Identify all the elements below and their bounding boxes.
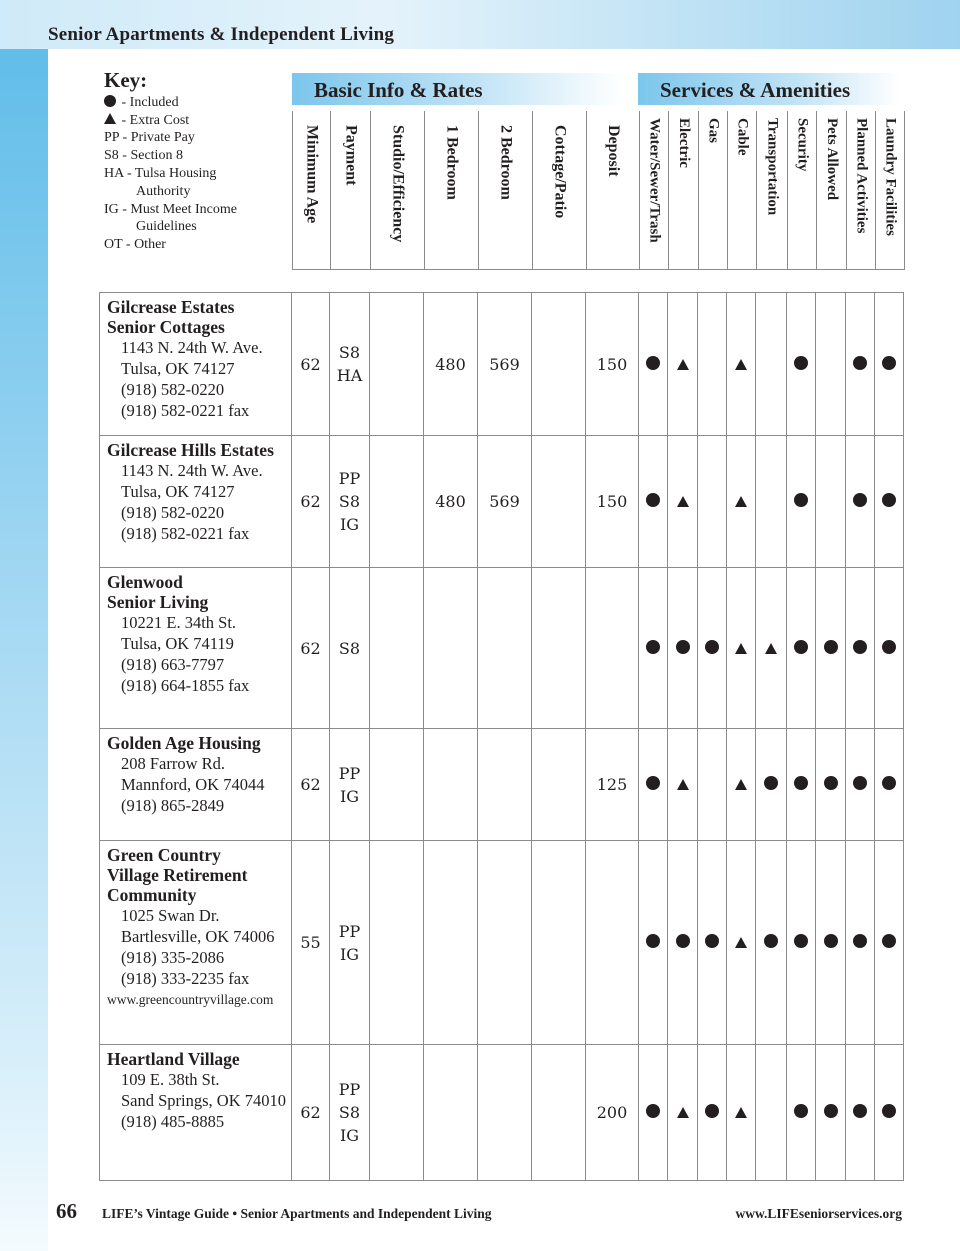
included-dot-icon: [794, 1104, 808, 1118]
column-header: [587, 111, 640, 270]
one-bedroom-cell: [424, 841, 478, 1045]
studio-cell: [370, 568, 424, 729]
service-cell: [875, 729, 904, 841]
payment-code: S8: [338, 1103, 361, 1122]
facility-address-line: Mannford, OK 74044: [121, 775, 265, 794]
facility-address-line: 1143 N. 24th W. Ave.: [121, 338, 263, 357]
service-cell: [639, 841, 668, 1045]
two-bedroom-cell: [478, 841, 532, 1045]
service-cell: [639, 436, 668, 568]
studio-cell: [370, 729, 424, 841]
extra-cost-triangle-icon: [735, 359, 747, 370]
key-item-text: IG - Must Meet Income: [104, 201, 237, 217]
facility-name: Green Country: [107, 845, 221, 865]
facility-name: Heartland Village: [107, 1049, 240, 1069]
facility-address-line: (918) 664-1855 fax: [121, 676, 250, 695]
legend-key: [104, 68, 237, 254]
service-cell: [875, 568, 904, 729]
one-bedroom-cell: 480: [424, 293, 478, 436]
key-item: [104, 201, 237, 219]
facility-address-line: (918) 582-0221 fax: [121, 401, 250, 420]
page-number: 66: [56, 1199, 77, 1223]
service-cell: [875, 293, 904, 436]
payment-code: IG: [339, 1126, 360, 1145]
column-header-label: 1 Bedroom: [443, 125, 461, 200]
payment-cell: [330, 568, 370, 729]
included-dot-icon: [824, 776, 838, 790]
service-cell: [668, 293, 698, 436]
service-cell: [668, 436, 698, 568]
key-items: [104, 94, 237, 254]
studio-cell: [370, 1045, 424, 1181]
column-header-label: Cable: [734, 118, 751, 156]
facility-address-line: (918) 663-7797: [121, 655, 225, 674]
service-cell: [816, 436, 846, 568]
column-header-label: Laundry Facilities: [882, 118, 899, 236]
facility-name: Golden Age Housing: [107, 733, 261, 753]
column-header: [847, 111, 876, 270]
page-header: Senior Apartments & Independent Living: [48, 24, 395, 45]
service-cell: [698, 568, 727, 729]
facility-name: Village Retirement: [107, 865, 248, 885]
column-header: [757, 111, 788, 270]
key-item-text: Authority: [136, 183, 191, 199]
payment-cell: [330, 729, 370, 841]
footer-url[interactable]: www.LIFEseniorservices.org: [735, 1206, 902, 1221]
included-dot-icon: [764, 776, 778, 790]
service-cell: [639, 1045, 668, 1181]
service-cell: [756, 1045, 787, 1181]
service-cell: [816, 568, 846, 729]
extra-cost-triangle-icon: [735, 1107, 747, 1118]
facility-address-line: 208 Farrow Rd.: [121, 754, 226, 773]
column-header: [293, 111, 331, 270]
facility-address-line: Tulsa, OK 74119: [121, 634, 234, 653]
included-dot-icon: [764, 934, 778, 948]
facility-address-line: (918) 582-0221 fax: [121, 524, 250, 543]
service-cell: [727, 1045, 756, 1181]
facility-address-line: 109 E. 38th St.: [121, 1070, 220, 1089]
payment-code: S8: [338, 343, 361, 362]
key-item: [104, 183, 237, 201]
column-header-label: Deposit: [605, 125, 622, 177]
included-dot-icon: [824, 934, 838, 948]
listing-table: [99, 292, 904, 1181]
included-dot-icon: [853, 493, 867, 507]
deposit-cell: 125: [586, 729, 639, 841]
column-header: [371, 111, 425, 270]
table-row: [100, 1045, 904, 1181]
extra-cost-triangle-icon: [677, 359, 689, 370]
extra-cost-triangle-icon: [735, 496, 747, 507]
service-cell: [875, 1045, 904, 1181]
service-cell: [787, 568, 816, 729]
key-item-text: PP - Private Pay: [104, 130, 195, 146]
key-item-text: Guidelines: [136, 219, 197, 235]
facility-name: Gilcrease Estates: [107, 297, 235, 317]
column-header-label: 2 Bedroom: [497, 125, 515, 200]
service-cell: [756, 729, 787, 841]
minimum-age-cell: 62: [292, 293, 330, 436]
key-item: [104, 129, 237, 147]
included-dot-icon: [646, 493, 660, 507]
included-dot-icon: [824, 1104, 838, 1118]
facility-address-line: 1025 Swan Dr.: [121, 906, 220, 925]
included-dot-icon: [882, 493, 896, 507]
service-cell: [698, 729, 727, 841]
included-dot-icon: [646, 776, 660, 790]
two-bedroom-cell: [478, 1045, 532, 1181]
column-header-label: Electric: [676, 118, 692, 168]
column-header-label: Transportation: [764, 118, 781, 216]
service-cell: [787, 729, 816, 841]
extra-cost-triangle-icon: [677, 779, 689, 790]
service-cell: [846, 729, 875, 841]
service-cell: [846, 568, 875, 729]
key-item: [104, 94, 237, 112]
key-item-text: HA - Tulsa Housing: [104, 165, 217, 181]
column-header-label: Security: [794, 118, 811, 172]
facility-name: Community: [107, 885, 197, 905]
table-row: [100, 436, 904, 568]
payment-code: PP: [338, 763, 361, 783]
service-cell: [756, 841, 787, 1045]
facility-info: [100, 729, 292, 841]
payment-code: S8: [338, 638, 361, 658]
included-dot-icon: [794, 934, 808, 948]
facility-address-line: Tulsa, OK 74127: [121, 482, 235, 501]
payment-code: PP: [338, 469, 361, 488]
service-cell: [787, 436, 816, 568]
studio-cell: [370, 436, 424, 568]
deposit-cell: [586, 568, 639, 729]
minimum-age-cell: 62: [292, 568, 330, 729]
service-cell: [727, 568, 756, 729]
one-bedroom-cell: [424, 729, 478, 841]
facility-name: Senior Living: [107, 592, 209, 612]
table-row: [100, 729, 904, 841]
service-cell: [816, 841, 846, 1045]
extra-cost-triangle-icon: [735, 643, 747, 654]
included-dot-icon: [646, 934, 660, 948]
service-cell: [698, 293, 727, 436]
included-dot-icon: [882, 356, 896, 370]
payment-code: S8: [338, 492, 361, 511]
key-item: [104, 165, 237, 183]
included-dot-icon: [104, 95, 116, 107]
column-header-label: Cottage/Patio: [551, 125, 569, 219]
column-header: [876, 111, 905, 270]
column-header-label: Planned Activities: [853, 118, 870, 234]
service-cell: [727, 841, 756, 1045]
service-cell: [727, 436, 756, 568]
included-dot-icon: [853, 934, 867, 948]
key-item: [104, 218, 237, 236]
key-item-text: - Extra Cost: [118, 112, 190, 128]
payment-code: IG: [339, 944, 360, 964]
extra-cost-triangle-icon: [765, 643, 777, 654]
service-cell: [668, 729, 698, 841]
included-dot-icon: [676, 640, 690, 654]
included-dot-icon: [853, 640, 867, 654]
service-cell: [698, 841, 727, 1045]
minimum-age-cell: 55: [292, 841, 330, 1045]
facility-info: [100, 841, 292, 1045]
key-item-text: OT - Other: [104, 237, 166, 253]
section-services: Services & Amenities: [638, 73, 900, 105]
extra-cost-triangle-icon: [677, 496, 689, 507]
service-cell: [727, 729, 756, 841]
key-title: Key:: [104, 68, 148, 92]
payment-cell: [330, 841, 370, 1045]
column-header: [788, 111, 817, 270]
deposit-cell: 200: [586, 1045, 639, 1181]
column-header: [669, 111, 699, 270]
one-bedroom-cell: 480: [424, 436, 478, 568]
included-dot-icon: [794, 356, 808, 370]
table-row: [100, 293, 904, 436]
column-header-label: Pets Allowed: [824, 118, 840, 201]
left-gradient-bar: [0, 0, 48, 1251]
service-cell: [787, 1045, 816, 1181]
column-header: [479, 111, 533, 270]
service-cell: [875, 841, 904, 1045]
cottage-cell: [532, 729, 586, 841]
facility-info: [100, 436, 292, 568]
service-cell: [875, 436, 904, 568]
payment-code: HA: [336, 366, 363, 385]
extra-cost-triangle-icon: [735, 779, 747, 790]
facility-address-line: (918) 333-2235 fax: [121, 969, 250, 988]
one-bedroom-cell: [424, 568, 478, 729]
column-header: [425, 111, 479, 270]
facility-address-line: 10221 E. 34th St.: [121, 613, 237, 632]
included-dot-icon: [705, 1104, 719, 1118]
payment-code: PP: [338, 921, 361, 941]
cottage-cell: [532, 1045, 586, 1181]
service-cell: [816, 729, 846, 841]
service-cell: [816, 1045, 846, 1181]
included-dot-icon: [794, 776, 808, 790]
extra-cost-triangle-icon: [677, 1107, 689, 1118]
facility-info: [100, 568, 292, 729]
included-dot-icon: [646, 640, 660, 654]
service-cell: [756, 436, 787, 568]
facility-address-line: (918) 865-2849: [121, 796, 225, 815]
column-headers: [292, 111, 905, 270]
service-cell: [756, 568, 787, 729]
minimum-age-cell: 62: [292, 729, 330, 841]
payment-code: PP: [338, 1080, 361, 1099]
included-dot-icon: [794, 640, 808, 654]
extra-cost-triangle-icon: [104, 113, 116, 124]
two-bedroom-cell: 569: [478, 436, 532, 568]
included-dot-icon: [882, 1104, 896, 1118]
payment-cell: [330, 436, 370, 568]
studio-cell: [370, 293, 424, 436]
deposit-cell: 150: [586, 436, 639, 568]
minimum-age-cell: 62: [292, 1045, 330, 1181]
table-row: [100, 841, 904, 1045]
column-header-label: Water/Sewer/Trash: [646, 118, 663, 243]
facility-address-line: Sand Springs, OK 74010: [121, 1091, 287, 1110]
facility-address-line: (918) 582-0220: [121, 503, 225, 522]
facility-info: [100, 293, 292, 436]
service-cell: [727, 293, 756, 436]
column-header: [728, 111, 757, 270]
service-cell: [816, 293, 846, 436]
key-item-text: - Included: [118, 94, 179, 110]
included-dot-icon: [853, 1104, 867, 1118]
column-header: [533, 111, 587, 270]
column-header-label: Payment: [342, 125, 360, 186]
service-cell: [668, 568, 698, 729]
facility-info: [100, 1045, 292, 1181]
payment-code: IG: [339, 515, 360, 534]
payment-cell: [330, 1045, 370, 1181]
two-bedroom-cell: 569: [478, 293, 532, 436]
deposit-cell: [586, 841, 639, 1045]
service-cell: [846, 293, 875, 436]
service-cell: [787, 841, 816, 1045]
included-dot-icon: [646, 356, 660, 370]
included-dot-icon: [646, 1104, 660, 1118]
service-cell: [698, 1045, 727, 1181]
studio-cell: [370, 841, 424, 1045]
table-row: [100, 568, 904, 729]
cottage-cell: [532, 841, 586, 1045]
service-cell: [756, 293, 787, 436]
two-bedroom-cell: [478, 729, 532, 841]
one-bedroom-cell: [424, 1045, 478, 1181]
two-bedroom-cell: [478, 568, 532, 729]
facility-website[interactable]: www.greencountryvillage.com: [107, 992, 274, 1007]
included-dot-icon: [705, 640, 719, 654]
extra-cost-triangle-icon: [735, 937, 747, 948]
service-cell: [846, 1045, 875, 1181]
footer-title: LIFE’s Vintage Guide • Senior Apartments and Independent Living: [102, 1206, 492, 1221]
facility-address-line: Tulsa, OK 74127: [121, 359, 235, 378]
service-cell: [639, 293, 668, 436]
minimum-age-cell: 62: [292, 436, 330, 568]
included-dot-icon: [705, 934, 719, 948]
facility-address-line: (918) 485-8885: [121, 1112, 225, 1131]
service-cell: [668, 1045, 698, 1181]
key-item: [104, 236, 237, 254]
cottage-cell: [532, 568, 586, 729]
payment-cell: [330, 293, 370, 436]
service-cell: [846, 841, 875, 1045]
column-header-label: Gas: [705, 118, 722, 144]
included-dot-icon: [882, 640, 896, 654]
column-header-label: Studio/Efficiency: [389, 125, 407, 243]
included-dot-icon: [882, 776, 896, 790]
column-header: [640, 111, 669, 270]
included-dot-icon: [853, 776, 867, 790]
payment-code: IG: [339, 786, 360, 806]
facility-name: Senior Cottages: [107, 317, 225, 337]
facility-address-line: (918) 335-2086: [121, 948, 225, 967]
deposit-cell: 150: [586, 293, 639, 436]
key-item: [104, 147, 237, 165]
key-item: [104, 112, 237, 130]
column-header-label: Minimum Age: [303, 125, 321, 224]
cottage-cell: [532, 293, 586, 436]
service-cell: [639, 568, 668, 729]
service-cell: [698, 436, 727, 568]
key-item-text: S8 - Section 8: [104, 148, 183, 164]
facility-name: Glenwood: [107, 572, 183, 592]
included-dot-icon: [676, 934, 690, 948]
included-dot-icon: [882, 934, 896, 948]
cottage-cell: [532, 436, 586, 568]
column-header: [699, 111, 728, 270]
service-cell: [787, 293, 816, 436]
service-cell: [846, 436, 875, 568]
included-dot-icon: [824, 640, 838, 654]
facility-address-line: Bartlesville, OK 74006: [121, 927, 275, 946]
service-cell: [639, 729, 668, 841]
column-header: [817, 111, 847, 270]
column-header: [331, 111, 371, 270]
section-basic-info: Basic Info & Rates: [292, 73, 622, 105]
service-cell: [668, 841, 698, 1045]
facility-name: Gilcrease Hills Estates: [107, 440, 274, 460]
facility-address-line: (918) 582-0220: [121, 380, 225, 399]
facility-address-line: 1143 N. 24th W. Ave.: [121, 461, 263, 480]
included-dot-icon: [794, 493, 808, 507]
included-dot-icon: [853, 356, 867, 370]
